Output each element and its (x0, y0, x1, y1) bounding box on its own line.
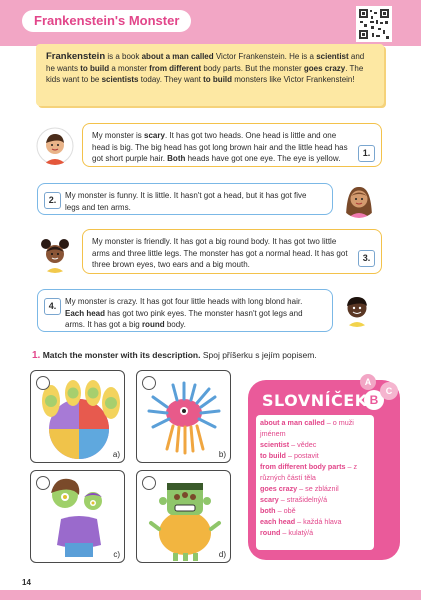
vocab-en: round (260, 528, 281, 537)
vocab-item (260, 439, 370, 450)
vocab-item (260, 516, 370, 527)
vocabulary-list (256, 415, 374, 550)
description-number: 3. (358, 250, 375, 267)
vocab-item (260, 483, 370, 494)
answer-circle[interactable] (36, 476, 50, 490)
intro-text: and he wants (46, 52, 365, 73)
monster-picture-b[interactable] (136, 370, 231, 463)
picture-label: b) (218, 450, 226, 459)
intro-text: body parts. But the monster (201, 63, 304, 73)
text-run: has got two pink eyes. The monster hasn't got legs and arms. It has got a big (65, 308, 303, 329)
vocab-en: goes crazy (260, 484, 298, 493)
text-bold: Each head (65, 308, 106, 318)
vocab-item (260, 450, 370, 461)
intro-text: . The kids want to be (46, 63, 364, 84)
description-number: 2. (44, 192, 61, 209)
intro-strong: Frankenstein (46, 51, 106, 62)
vocab-cz: – z různých částí těla (260, 462, 358, 482)
girl-avatar (36, 235, 74, 273)
text-bold: round (141, 320, 165, 329)
monster-picture-c[interactable] (30, 470, 125, 563)
intro-strong: from different (149, 63, 202, 73)
intro-strong: about a man called (141, 52, 214, 61)
task-number: 1. (32, 350, 41, 361)
intro-text: today. They want (138, 75, 204, 84)
text-run: My monster is crazy. It has got four little heads with long blond hair. (65, 297, 303, 306)
text-run: heads have got one eye. The eye is yellow. (185, 154, 341, 163)
letter-badge: A (360, 374, 376, 390)
picture-label: d) (218, 550, 226, 559)
intro-text: monsters like Victor Frankenstein! (232, 75, 355, 84)
vocab-en: each head (260, 517, 296, 526)
intro-strong: to build (203, 75, 233, 84)
description-bubble-2 (37, 183, 333, 215)
answer-circle[interactable] (142, 376, 156, 390)
letter-badge: C (380, 382, 398, 400)
description-text: My monster is friendly. It has got a big round body. It has got two little arms and three little legs. The monster has got a normal head. It has got three brown eyes, two ears and a big mouth. (92, 237, 348, 269)
vocabulary-title: SLOVNÍČEK (262, 391, 368, 410)
description-text (92, 130, 354, 165)
description-text: My monster is funny. It is little. It hasn't got a head, but it has got five legs and ten arms. (65, 191, 307, 212)
answer-circle[interactable] (142, 476, 156, 490)
intro-text: Victor Frankenstein. He is a (213, 52, 317, 61)
vocab-cz: – každá hlava (295, 517, 342, 526)
description-number: 4. (44, 298, 61, 315)
vocab-cz: – strašidelný/á (278, 495, 328, 504)
monster-picture-a[interactable] (30, 370, 125, 463)
vocab-item (260, 417, 370, 439)
picture-label: a) (112, 450, 120, 459)
letter-badge: B (364, 390, 384, 410)
description-number: 1. (358, 145, 375, 162)
vocab-item (260, 461, 370, 483)
description-bubble-3 (82, 229, 382, 274)
vocab-en: scary (260, 495, 279, 504)
boy-avatar (36, 127, 74, 165)
description-bubble-4 (37, 289, 333, 332)
intro-note (36, 44, 384, 106)
vocab-en: scientist (260, 440, 290, 449)
footer-band (0, 590, 421, 600)
description-text (65, 296, 323, 331)
text-run: . It has got two heads. One head is little and one head is big. The big head has got long brown hair and the little head has got short purple hair. (92, 131, 348, 163)
vocab-cz: – kulatý/á (280, 528, 314, 537)
vocab-en: about a man called (260, 418, 325, 427)
vocab-item (260, 505, 370, 516)
vocab-en: both (260, 506, 276, 515)
vocab-en: to build (260, 451, 286, 460)
task-english: Match the monster with its description. (42, 350, 201, 360)
vocab-item (260, 494, 370, 505)
vocab-cz: – obě (275, 506, 296, 515)
intro-strong: goes crazy (303, 63, 346, 73)
vocab-cz: – se zbláznil (297, 484, 339, 493)
answer-circle[interactable] (36, 376, 50, 390)
intro-strong: scientist (316, 52, 349, 61)
vocab-cz: – o muži jménem (260, 418, 354, 438)
task-instruction (32, 350, 317, 361)
girl-avatar (340, 180, 378, 218)
qr-code-icon[interactable] (356, 6, 392, 42)
vocabulary-box (248, 377, 400, 560)
boy-avatar (338, 289, 376, 327)
description-bubble-1 (82, 123, 382, 167)
vocab-item (260, 527, 370, 538)
text-bold: Both (167, 154, 186, 163)
vocab-cz: – postavit (285, 451, 319, 460)
page-number: 14 (22, 578, 31, 587)
text-run: My monster is (92, 131, 145, 140)
monster-picture-d[interactable] (136, 470, 231, 563)
intro-strong: scientists (101, 75, 139, 84)
text-run: body. (164, 320, 186, 329)
text-bold: scary (144, 131, 165, 140)
task-czech: Spoj příšerku s jejím popisem. (200, 350, 317, 360)
vocab-cz: – vědec (289, 440, 317, 449)
picture-label: c) (113, 550, 120, 559)
intro-text: is a book (105, 52, 142, 61)
page-title: Frankenstein's Monster (22, 10, 191, 32)
intro-strong: to build (80, 63, 110, 73)
vocab-en: from different body parts (260, 462, 346, 471)
intro-text: a monster (109, 63, 150, 73)
